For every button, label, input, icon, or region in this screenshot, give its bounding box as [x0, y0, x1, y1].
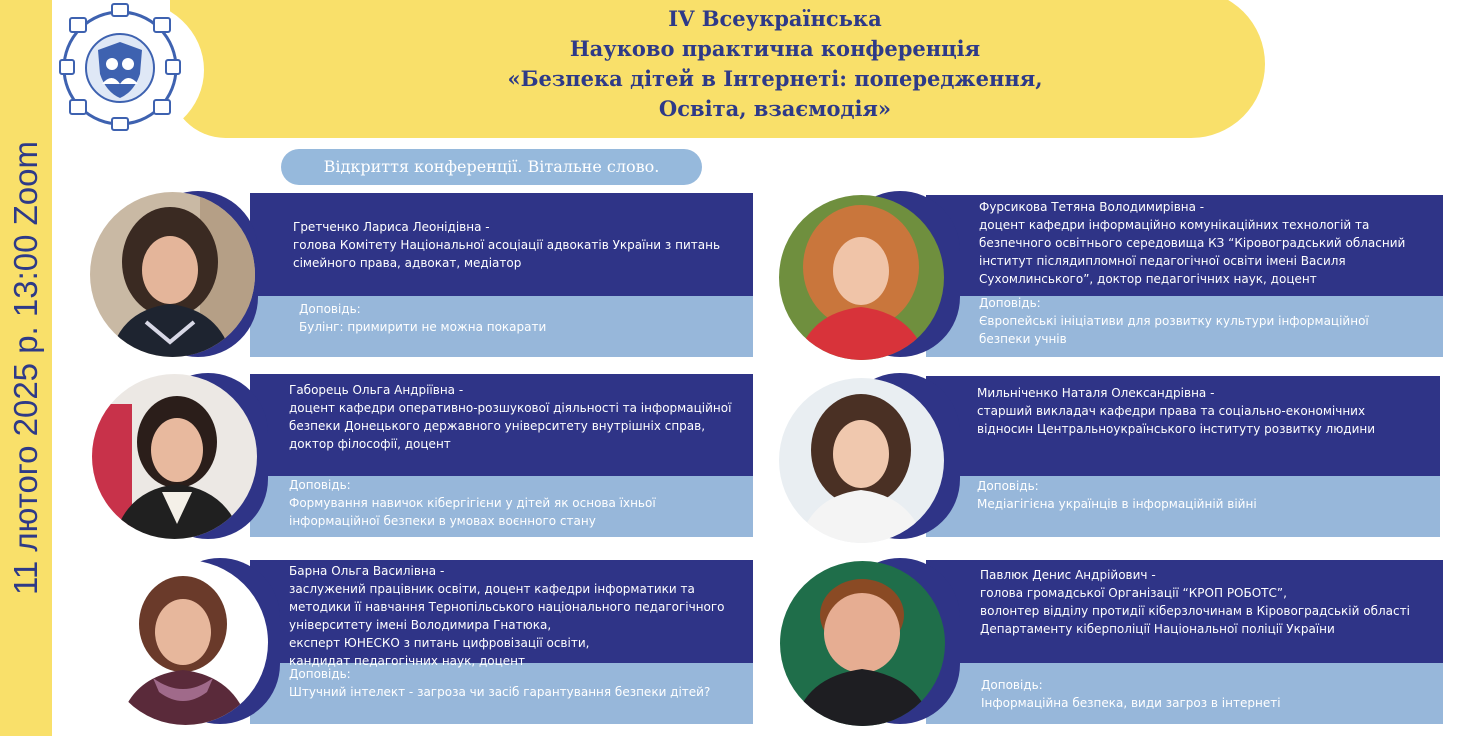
speaker-photo — [90, 192, 255, 357]
report-title: інформаційної безпеки в умовах воєнного стану — [289, 514, 596, 528]
speaker-position: кандидат педагогічних наук, доцент — [289, 654, 526, 668]
report-label: Доповідь: — [979, 296, 1041, 310]
speaker-position: доктор філософії, доцент — [289, 437, 451, 451]
report-label: Доповідь: — [289, 667, 351, 681]
report-title: Формування навичок кібергігієни у дітей як основа їхньої — [289, 496, 656, 510]
speaker-position: університету імені Володимира Гнатюка, — [289, 618, 552, 632]
speaker-name: Мильніченко Наталя Олександрівна - — [977, 386, 1215, 400]
speaker-position: відносин Центральноукраїнського інституту розвитку людини — [977, 422, 1376, 436]
report-title: Інформаційна безпека, види загроз в інтернеті — [981, 696, 1281, 710]
speaker-photo — [779, 195, 944, 360]
date-time-label: 11 лютого 2025 р. 13:00 Zoom — [7, 140, 44, 596]
conference-logo — [54, 0, 204, 140]
speaker-name: Гретченко Лариса Леонідівна - — [293, 220, 490, 234]
speaker-name: Павлюк Денис Андрійович - — [980, 568, 1156, 582]
speaker-position: Сухомлинського”, доктор педагогічних наук, доцент — [979, 272, 1317, 286]
speaker-photo — [780, 561, 945, 726]
speaker-position: Департаменту кіберполіції Національної поліції України — [980, 622, 1335, 636]
speaker-position: доцент кафедри інформаційно комунікаційних технологій та — [979, 218, 1370, 232]
speaker-photo — [92, 374, 257, 539]
speaker-position: волонтер відділу протидії кіберзлочинам в Кіровоградській області — [980, 604, 1410, 618]
session-title: Відкриття конференції. Вітальне слово. — [281, 149, 702, 185]
speaker-position: безпечного освітнього середовища КЗ “Кіровоградський обласний — [979, 236, 1406, 250]
speaker-position: інститут післядипломної педагогічної освіти імені Василя — [979, 254, 1346, 268]
speaker-position: доцент кафедри оперативно-розшукової діяльності та інформаційної — [289, 401, 732, 415]
title-line: Освіта, взаємодія» — [658, 96, 892, 121]
report-title: Медіагігієна українців в інформаційній війні — [977, 497, 1257, 511]
speaker-photo — [779, 378, 944, 543]
report-title: Європейські ініціативи для розвитку культури інформаційної — [979, 314, 1369, 328]
title-line: «Безпека дітей в Інтернеті: попередження, — [507, 66, 1043, 91]
report-title: безпеки учнів — [979, 332, 1067, 346]
report-label: Доповідь: — [299, 302, 361, 316]
speaker-position: експерт ЮНЕСКО з питань цифровізації освіти, — [289, 636, 590, 650]
speaker-position: методики її навчання Тернопільського національного педагогічного — [289, 600, 725, 614]
speaker-position: голова громадської Організації “КРОП РОБОТС”, — [980, 586, 1287, 600]
report-label: Доповідь: — [977, 479, 1039, 493]
title-line: Науково практична конференція — [569, 36, 981, 61]
speaker-position: голова Комітету Національної асоціації адвокатів України з питань — [293, 238, 721, 252]
report-label: Доповідь: — [981, 678, 1043, 692]
speaker-name: Барна Ольга Василівна - — [289, 564, 445, 578]
report-title: Булінг: примирити не можна покарати — [299, 320, 547, 334]
speaker-position: сімейного права, адвокат, медіатор — [293, 256, 522, 270]
speaker-position: старший викладач кафедри права та соціально-економічних — [977, 404, 1366, 418]
conference-title — [440, 4, 1110, 124]
speaker-name: Фурсикова Тетяна Володимирівна - — [979, 200, 1205, 214]
speaker-position: заслужений працівник освіти, доцент кафедри інформатики та — [289, 582, 695, 596]
speaker-photo — [103, 560, 268, 725]
speaker-position: безпеки Донецького державного університету внутрішніх справ, — [289, 419, 706, 433]
report-label: Доповідь: — [289, 478, 351, 492]
speaker-name: Габорець Ольга Андріївна - — [289, 383, 464, 397]
side-band — [0, 0, 52, 736]
report-title: Штучний інтелект - загроза чи засіб гарантування безпеки дітей? — [289, 685, 711, 699]
title-line: IV Всеукраїнська — [668, 6, 882, 31]
